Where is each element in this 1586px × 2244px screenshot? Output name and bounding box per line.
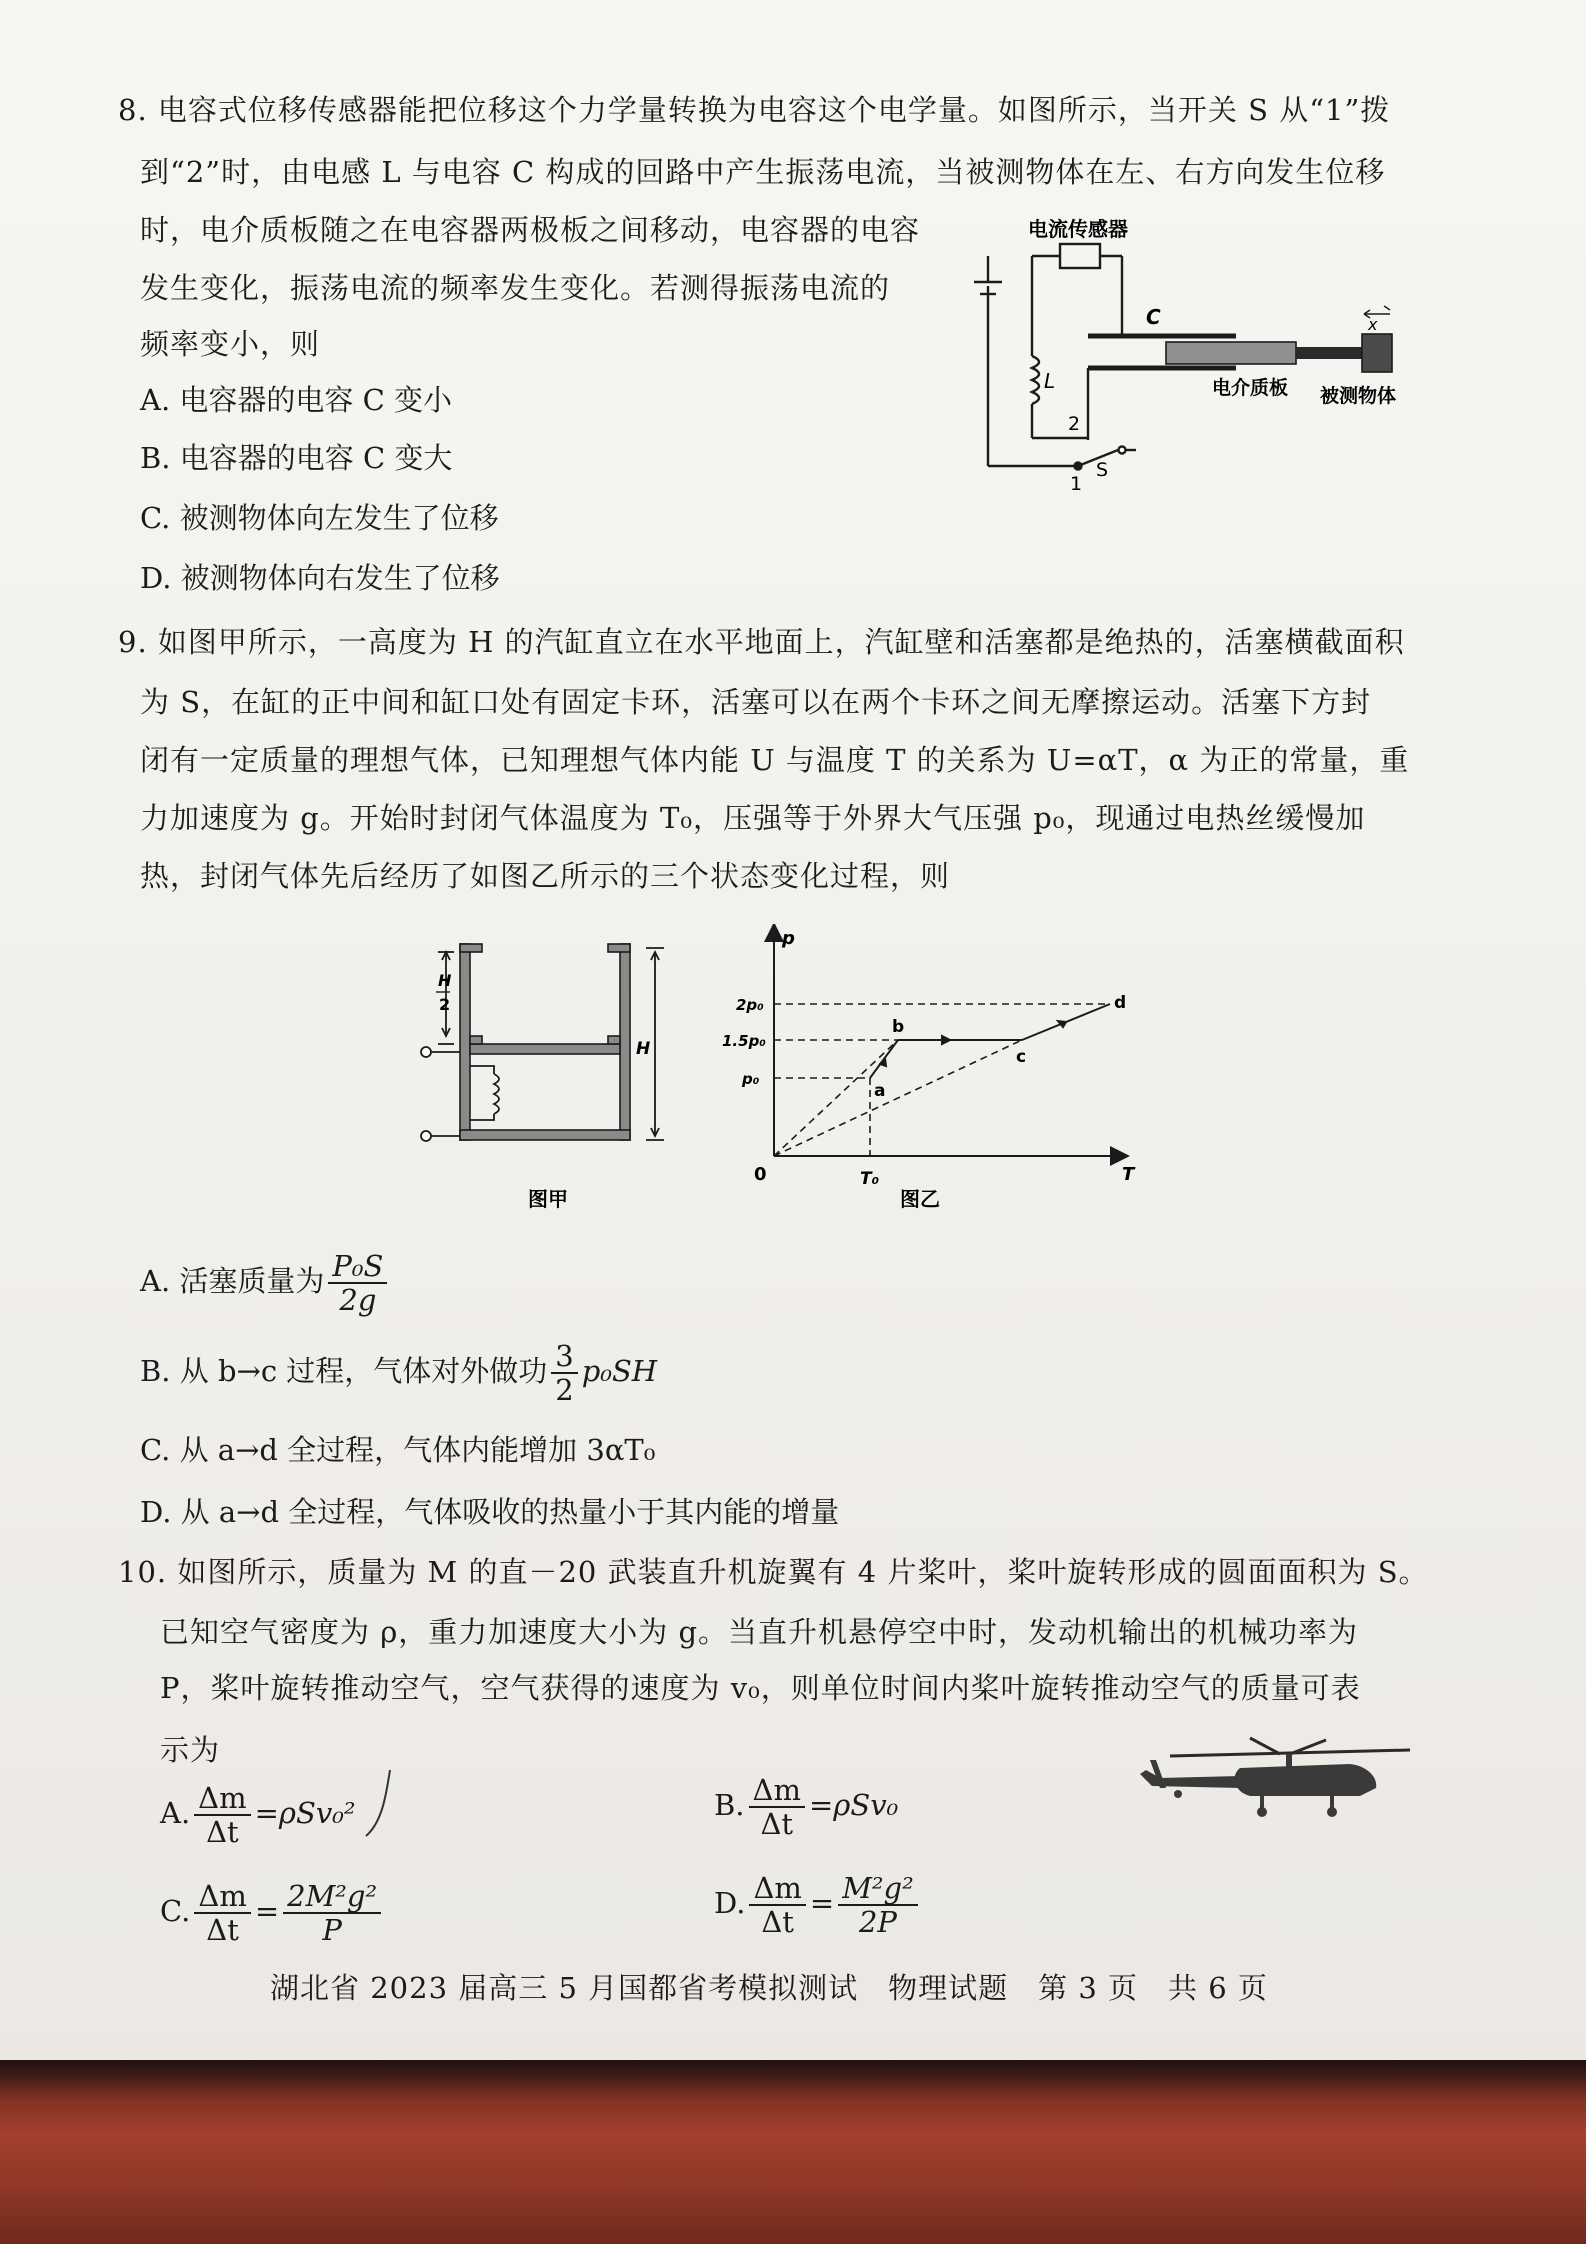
q9-option-b — [140, 1340, 657, 1406]
figure-jia-caption: 图甲 — [528, 1187, 568, 1211]
q9-line-5: 热，封闭气体先后经历了如图乙所示的三个状态变化过程，则 — [140, 859, 951, 893]
q10-line-4: 示为 — [160, 1733, 221, 1767]
q10-option-a-lhs-den: Δt — [206, 1815, 239, 1849]
q10-option-d: D. $\frac{\Delta m}{\Delta t}$ = $\frac{\text{M²g²}}{2P}$ — [714, 1872, 922, 1938]
table-background — [0, 2060, 1586, 2244]
half-height-numerator: H — [438, 971, 452, 990]
q8-option-d: D. 被测物体向右发生了位移 — [140, 561, 500, 595]
q9-option-a — [140, 1250, 391, 1316]
p-t-graph — [710, 924, 1170, 1220]
height-label: H — [636, 1039, 651, 1059]
tick-p0: p₀ — [742, 1070, 760, 1088]
q10-option-d-numerator: M²g² — [838, 1872, 918, 1906]
q10-option-b-lhs-den: Δt — [760, 1807, 794, 1841]
point-c-label: c — [1016, 1047, 1027, 1067]
q8-option-b: B. 电容器的电容 C 变大 — [140, 441, 453, 475]
q10-option-b-rhs: =ρSv₀ — [808, 1788, 899, 1822]
q9-line-4: 力加速度为 g。开始时封闭气体温度为 T₀，压强等于外界大气压强 p₀，现通过电热丝缓慢加 — [140, 801, 1366, 835]
q10-line-1: 10. 如图所示，质量为 M 的直－20 武装直升机旋翼有 4 片桨叶，桨叶旋转形成的圆面面积为 S。 — [118, 1555, 1429, 1589]
q10-option-d-label: D. — [714, 1886, 746, 1920]
q10-option-d-lhs-num: Δm — [749, 1872, 805, 1906]
q9-option-b-denominator: 2 — [555, 1373, 574, 1407]
current-sensor-label: 电流传感器 — [1028, 217, 1128, 241]
q8-line-1: 8. 电容式位移传感器能把位移这个力学量转换为电容这个电学量。如图所示，当开关 S 从“1”拨 — [118, 93, 1391, 127]
cylinder-figure — [410, 940, 670, 1220]
origin-label: 0 — [754, 1164, 767, 1185]
q10-option-c-numerator: 2M²g² — [283, 1880, 381, 1914]
object-x-label: x — [1368, 315, 1378, 334]
q9-line-1: 9. 如图甲所示，一高度为 H 的汽缸直立在水平地面上，汽缸壁和活塞都是绝热的，活塞横截面积 — [118, 625, 1405, 659]
figure-yi-caption: 图乙 — [900, 1187, 940, 1211]
terminal-1-label: 1 — [1070, 473, 1083, 495]
q10-option-c: C. $\frac{\Delta m}{\Delta t}$ = $\frac{\text{2M²g²}}{P}$ — [160, 1880, 385, 1946]
q8-option-a: A. 电容器的电容 C 变小 — [140, 383, 453, 417]
point-d-label: d — [1114, 993, 1127, 1013]
q9-option-b-numerator: 3 — [551, 1340, 577, 1374]
q9-option-a-prefix: A. 活塞质量为 — [140, 1264, 325, 1298]
q9-option-a-denominator: 2g — [339, 1283, 377, 1317]
pencil-mark — [360, 1766, 400, 1846]
q10-option-b-lhs-num: Δm — [749, 1774, 805, 1808]
page-footer: 湖北省 2023 届高三 5 月国都省考模拟测试 物理试题 第 3 页 共 6 页 — [270, 1971, 1268, 2005]
t0-tick-label: T₀ — [860, 1169, 880, 1189]
q10-option-a-label: A. — [160, 1796, 191, 1830]
q9-option-b-prefix: B. 从 b→c 过程，气体对外做功 — [140, 1354, 548, 1388]
q10-option-d-denominator: 2P — [858, 1905, 897, 1939]
point-b-label: b — [892, 1017, 905, 1037]
q10-line-3: P，桨叶旋转推动空气，空气获得的速度为 v₀，则单位时间内桨叶旋转推动空气的质量可表 — [160, 1671, 1361, 1705]
q9-line-3: 闭有一定质量的理想气体，已知理想气体内能 U 与温度 T 的关系为 U=αT，α 为正的常量，重 — [140, 743, 1410, 777]
q8-line-4: 发生变化，振荡电流的频率发生变化。若测得振荡电流的 — [140, 271, 891, 305]
q9-option-a-numerator: P₀S — [328, 1250, 387, 1284]
helicopter-icon — [1130, 1730, 1430, 1840]
q9-option-c: C. 从 a→d 全过程，气体内能增加 3αT₀ — [140, 1433, 656, 1467]
dielectric-label: 电介质板 — [1212, 377, 1289, 399]
q10-option-a-rhs: =ρSv₀² — [254, 1796, 356, 1830]
capacitive-sensor-circuit-diagram — [960, 206, 1430, 496]
q10-option-b — [714, 1774, 898, 1840]
q10-option-c-denominator: P — [322, 1913, 342, 1947]
q8-option-c: C. 被测物体向左发生了位移 — [140, 501, 499, 535]
q10-option-c-label: C. — [160, 1894, 191, 1928]
q8-line-5: 频率变小，则 — [140, 327, 321, 361]
q9-option-b-suffix: p₀SH — [581, 1354, 658, 1388]
point-a-label: a — [874, 1081, 886, 1101]
q9-line-2: 为 S，在缸的正中间和缸口处有固定卡环，活塞可以在两个卡环之间无摩擦运动。活塞下方封 — [140, 685, 1372, 719]
q10-option-d-lhs-den: Δt — [761, 1905, 794, 1939]
q10-line-2: 已知空气密度为 ρ，重力加速度大小为 g。当直升机悬停空中时，发动机输出的机械功率为 — [160, 1615, 1359, 1649]
q10-option-a-lhs-num: Δm — [194, 1782, 250, 1816]
q10-option-b-label: B. — [714, 1788, 745, 1822]
half-height-denominator: 2 — [439, 995, 451, 1014]
terminal-2-label: 2 — [1068, 413, 1081, 435]
q9-option-d: D. 从 a→d 全过程，气体吸收的热量小于其内能的增量 — [140, 1495, 840, 1529]
x-axis-label: T — [1122, 1164, 1135, 1185]
q10-option-c-lhs-num: Δm — [194, 1880, 250, 1914]
measured-object-label: 被测物体 — [1320, 385, 1397, 407]
inductor-label: L — [1044, 369, 1056, 393]
y-axis-label: p — [782, 928, 795, 949]
capacitor-label: C — [1146, 305, 1161, 329]
q10-option-a — [160, 1782, 355, 1848]
q10-option-c-lhs-den: Δt — [206, 1913, 239, 1947]
tick-1-5p0: 1.5p₀ — [722, 1032, 766, 1050]
q8-line-3: 时，电介质板随之在电容器两极板之间移动，电容器的电容 — [140, 213, 921, 247]
q8-line-2: 到“2”时，由电感 L 与电容 C 构成的回路中产生振荡电流，当被测物体在左、右方向发生位移 — [140, 155, 1386, 189]
tick-2p0: 2p₀ — [736, 996, 764, 1014]
switch-label: S — [1096, 459, 1109, 481]
